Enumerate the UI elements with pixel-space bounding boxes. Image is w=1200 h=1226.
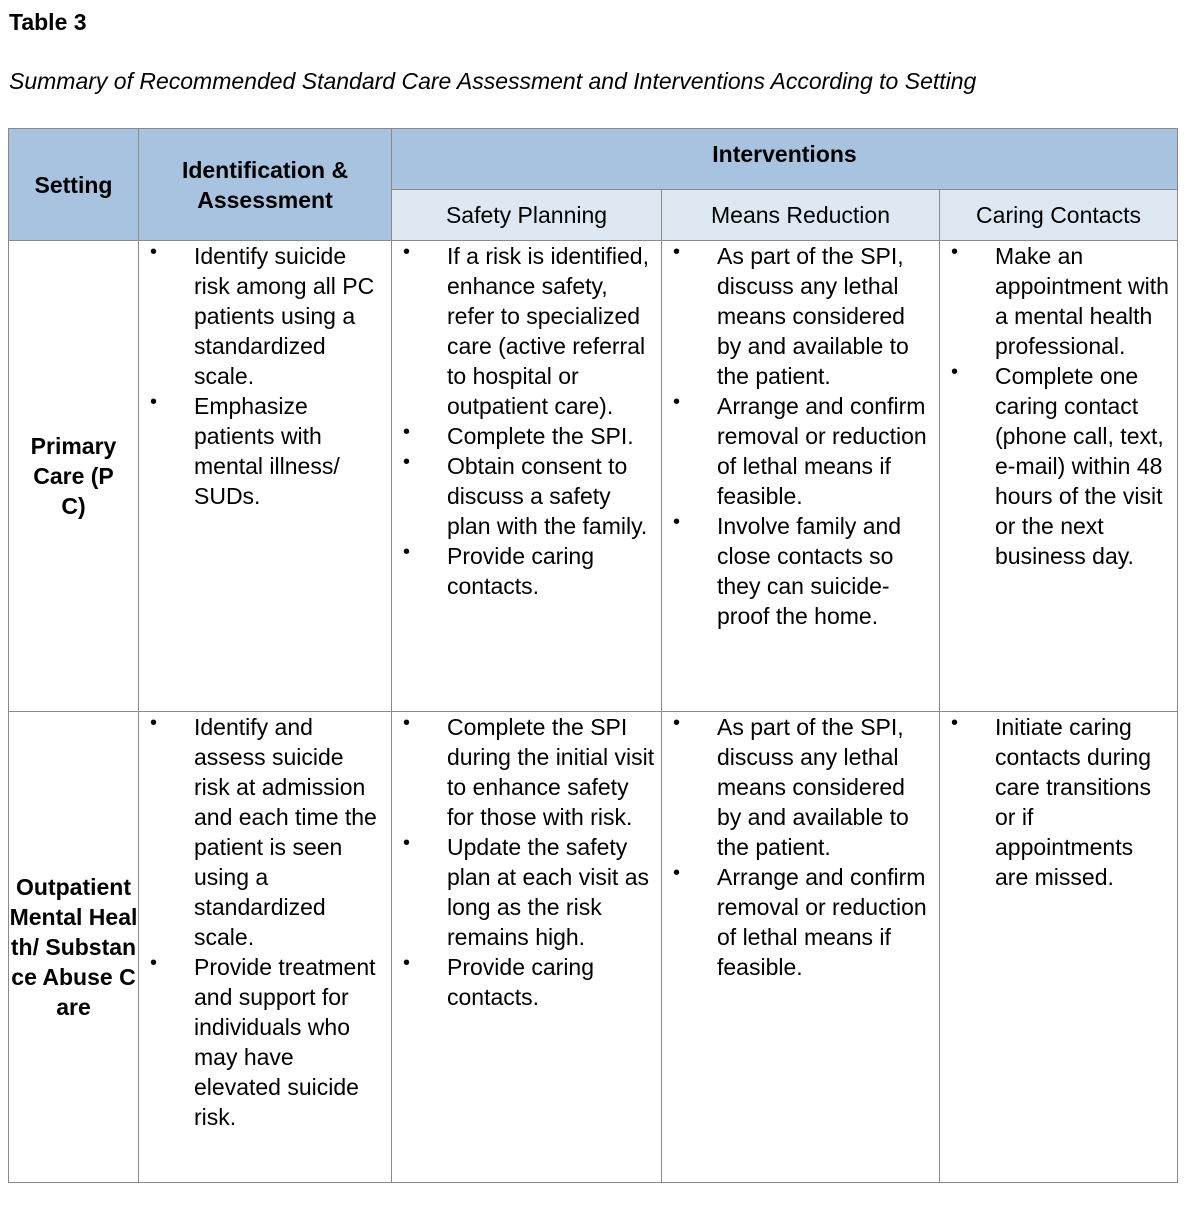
summary-table [8, 128, 1178, 1183]
bullet-list [139, 712, 391, 1132]
cell-caring-contacts [940, 712, 1178, 1183]
list-item: • Make an appointment with a mental health professional. [995, 241, 1171, 361]
list-item: • As part of the SPI, discuss any lethal means considered by and available to the patient. [717, 712, 933, 862]
bullet-list [139, 241, 391, 511]
list-item: • If a risk is identified, enhance safety, refer to specialized care (active referral to hospital or outpatient care). [447, 241, 655, 421]
list-item: • Identify suicide risk among all PC patients using a standardized scale. [194, 241, 385, 391]
bullet-list [662, 241, 939, 631]
list-item: • Involve family and close contacts so they can suicide-proof the home. [717, 511, 933, 631]
list-item: • Complete the SPI. [447, 421, 655, 451]
list-item: • Emphasize patients with mental illness/ SUDs. [194, 391, 385, 511]
list-item: • Obtain consent to discuss a safety plan with the family. [447, 451, 655, 541]
list-item: • Arrange and confirm removal or reduction of lethal means if feasible. [717, 862, 933, 982]
header-safety-planning: Safety Planning [392, 190, 662, 241]
list-item: • Update the safety plan at each visit as long as the risk remains high. [447, 832, 655, 952]
bullet-list [940, 241, 1177, 571]
header-setting: Setting [9, 129, 139, 241]
list-item: • Provide caring contacts. [447, 541, 655, 601]
list-item: • Complete the SPI during the initial visit to enhance safety for those with risk. [447, 712, 655, 832]
table-caption: Summary of Recommended Standard Care Assessment and Interventions According to Setting [9, 68, 977, 94]
header-caring-contacts: Caring Contacts [940, 190, 1178, 241]
cell-identification [139, 241, 392, 712]
list-item: • Complete one caring contact (phone call, text, e-mail) within 48 hours of the visit or the next business day. [995, 361, 1171, 571]
cell-safety-planning [392, 241, 662, 712]
header-identification-assessment: Identification & Assessment [139, 129, 392, 241]
table-row-primary-care [9, 241, 1178, 712]
cell-identification [139, 712, 392, 1183]
list-item: • Arrange and confirm removal or reduction of lethal means if feasible. [717, 391, 933, 511]
list-item: • Identify and assess suicide risk at admission and each time the patient is seen using a standardized scale. [194, 712, 385, 952]
header-interventions: Interventions [392, 129, 1178, 190]
list-item: • Initiate caring contacts during care transitions or if appointments are missed. [995, 712, 1171, 892]
row-setting-outpatient: Outpatient Mental Health/ Substance Abuse Care [9, 712, 139, 1183]
row-setting-primary-care: Primary Care (PC) [9, 241, 139, 712]
bullet-list [392, 241, 661, 601]
bullet-list [940, 712, 1177, 892]
header-means-reduction: Means Reduction [662, 190, 940, 241]
list-item: • Provide treatment and support for individuals who may have elevated suicide risk. [194, 952, 385, 1132]
list-item: • Provide caring contacts. [447, 952, 655, 1012]
table-row-outpatient-mental-health [9, 712, 1178, 1183]
bullet-list [662, 712, 939, 982]
cell-means-reduction [662, 712, 940, 1183]
bullet-list [392, 712, 661, 1012]
list-item: • As part of the SPI, discuss any lethal means considered by and available to the patient. [717, 241, 933, 391]
cell-means-reduction [662, 241, 940, 712]
cell-safety-planning [392, 712, 662, 1183]
cell-caring-contacts [940, 241, 1178, 712]
table-label: Table 3 [9, 9, 87, 35]
